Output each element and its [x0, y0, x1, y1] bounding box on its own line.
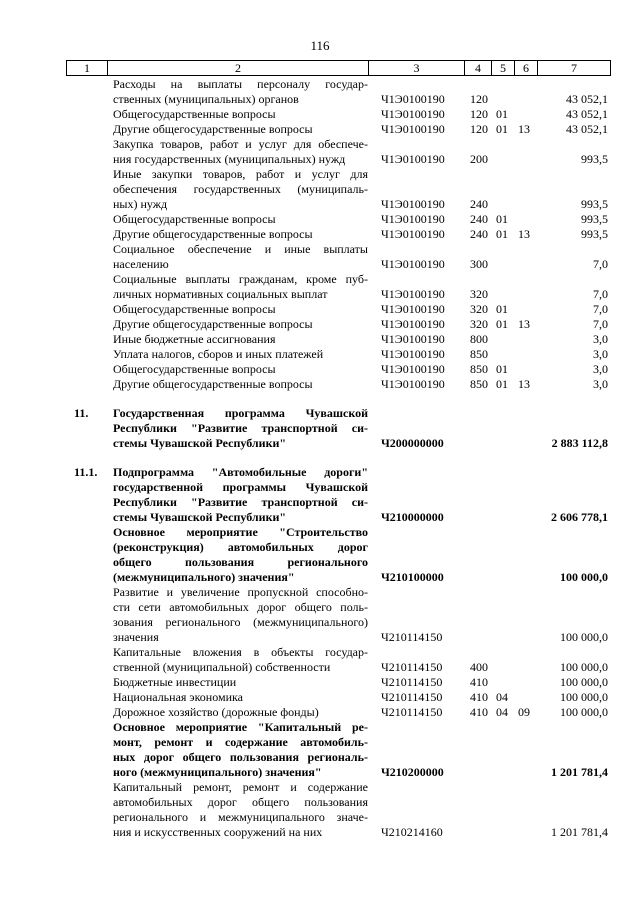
- description-line: общего пользования регионального: [113, 555, 368, 569]
- target-code: Ч1Э0100190: [381, 287, 445, 301]
- description-line: Общегосударственные вопросы: [113, 362, 276, 376]
- subsection-code: 13: [518, 122, 530, 136]
- amount: 7,0: [593, 287, 608, 301]
- table-row: [0, 227, 640, 242]
- target-code: Ч1Э0100190: [381, 122, 445, 136]
- amount: 100 000,0: [560, 570, 608, 584]
- row-description: [113, 107, 368, 122]
- description-line: Бюджетные инвестиции: [113, 675, 237, 689]
- description-line: Дорожное хозяйство (дорожные фонды): [113, 705, 319, 719]
- target-code: Ч210114150: [381, 630, 443, 644]
- row-description: [113, 242, 368, 272]
- row-description: [113, 675, 368, 690]
- amount: 100 000,0: [560, 630, 608, 644]
- description-line: Республики "Развитие транспортной си-: [113, 495, 368, 509]
- row-description: [113, 690, 368, 705]
- subsection-code: 09: [518, 705, 530, 719]
- description-line: Иные бюджетные ассигнования: [113, 332, 276, 346]
- section-code: 01: [496, 122, 508, 136]
- row-description: [113, 720, 368, 780]
- description-line: населению: [113, 257, 169, 271]
- expense-type-code: 800: [470, 332, 488, 346]
- amount: 3,0: [593, 347, 608, 361]
- expense-type-code: 410: [470, 690, 488, 704]
- table-row: [0, 167, 640, 212]
- row-description: [113, 77, 368, 107]
- target-code: Ч210114150: [381, 705, 443, 719]
- header-col-3: 3: [369, 61, 465, 76]
- amount: 3,0: [593, 377, 608, 391]
- row-description: [113, 137, 368, 167]
- description-line: стемы Чувашской Республики": [113, 436, 287, 450]
- row-description: [113, 645, 368, 675]
- description-line: Иные закупки товаров, работ и услуг для: [113, 167, 368, 181]
- description-line: Общегосударственные вопросы: [113, 107, 276, 121]
- header-col-4: 4: [465, 61, 492, 76]
- description-line: (межмуниципального) значения": [113, 570, 295, 584]
- row-spacer: [0, 451, 640, 465]
- expense-type-code: 850: [470, 377, 488, 391]
- table-row: [0, 690, 640, 705]
- row-description: [113, 332, 368, 347]
- description-line: обеспечения государственных (муниципаль-: [113, 182, 368, 196]
- amount: 3,0: [593, 362, 608, 376]
- row-description: [113, 347, 368, 362]
- description-line: Республики "Развитие транспортной си-: [113, 421, 368, 435]
- table-row: [0, 317, 640, 332]
- budget-table-body: [0, 77, 640, 840]
- header-col-7: 7: [538, 61, 611, 76]
- table-row: [0, 362, 640, 377]
- target-code: Ч210000000: [381, 510, 444, 524]
- target-code: Ч1Э0100190: [381, 92, 445, 106]
- page-number: 116: [310, 38, 330, 53]
- amount: 100 000,0: [560, 705, 608, 719]
- amount: 3,0: [593, 332, 608, 346]
- table-row: [0, 77, 640, 107]
- table-row: [0, 122, 640, 137]
- description-line: Капитальный ремонт, ремонт и содержание: [113, 780, 368, 794]
- section-code: 04: [496, 705, 508, 719]
- section-code: 01: [496, 227, 508, 241]
- description-line: ния государственных (муниципальных) нужд: [113, 152, 346, 166]
- row-description: [113, 377, 368, 392]
- description-line: Закупка товаров, работ и услуг для обеспече-: [113, 137, 368, 151]
- row-description: [113, 122, 368, 137]
- table-row: [0, 377, 640, 392]
- table-row: [0, 645, 640, 675]
- description-line: Общегосударственные вопросы: [113, 302, 276, 316]
- row-description: [113, 302, 368, 317]
- section-code: 01: [496, 302, 508, 316]
- row-number: 11.1.: [74, 465, 98, 479]
- target-code: Ч1Э0100190: [381, 257, 445, 271]
- header-col-6: 6: [515, 61, 538, 76]
- description-line: государственной программы Чувашской: [113, 480, 368, 494]
- target-code: Ч210200000: [381, 765, 444, 779]
- description-line: Подпрограмма "Автомобильные дороги": [113, 465, 368, 479]
- amount: 43 052,1: [566, 107, 608, 121]
- amount: 1 201 781,4: [551, 825, 608, 839]
- row-description: [113, 705, 368, 720]
- expense-type-code: 320: [470, 287, 488, 301]
- description-line: ственной (муниципальной) собственности: [113, 660, 331, 674]
- target-code: Ч1Э0100190: [381, 212, 445, 226]
- subsection-code: 13: [518, 317, 530, 331]
- row-description: [113, 465, 368, 525]
- target-code: Ч210100000: [381, 570, 444, 584]
- target-code: Ч1Э0100190: [381, 347, 445, 361]
- expense-type-code: 320: [470, 302, 488, 316]
- amount: 993,5: [581, 227, 608, 241]
- expense-type-code: 320: [470, 317, 488, 331]
- description-line: Социальное обеспечение и иные выплаты: [113, 242, 368, 256]
- target-code: Ч1Э0100190: [381, 152, 445, 166]
- expense-type-code: 120: [470, 92, 488, 106]
- description-line: Другие общегосударственные вопросы: [113, 377, 313, 391]
- row-description: [113, 525, 368, 585]
- target-code: Ч1Э0100190: [381, 362, 445, 376]
- table-row: [0, 585, 640, 645]
- target-code: Ч210114150: [381, 675, 443, 689]
- description-line: ного (межмуниципального) значения": [113, 765, 322, 779]
- row-description: [113, 212, 368, 227]
- expense-type-code: 410: [470, 675, 488, 689]
- description-line: монт, ремонт и содержание автомобиль-: [113, 735, 368, 749]
- target-code: Ч1Э0100190: [381, 197, 445, 211]
- table-row: [0, 347, 640, 362]
- target-code: Ч210114150: [381, 690, 443, 704]
- description-line: Основное мероприятие "Капитальный ре-: [113, 720, 368, 734]
- description-line: Общегосударственные вопросы: [113, 212, 276, 226]
- amount: 100 000,0: [560, 690, 608, 704]
- table-row: [0, 780, 640, 840]
- description-line: личных нормативных социальных выплат: [113, 287, 328, 301]
- amount: 2 606 778,1: [551, 510, 608, 524]
- target-code: Ч1Э0100190: [381, 227, 445, 241]
- amount: 993,5: [581, 152, 608, 166]
- expense-type-code: 410: [470, 705, 488, 719]
- row-description: [113, 227, 368, 242]
- description-line: ния и искусственных сооружений на них: [113, 825, 323, 839]
- row-description: [113, 317, 368, 332]
- target-code: Ч1Э0100190: [381, 332, 445, 346]
- table-header: [66, 60, 611, 76]
- expense-type-code: 120: [470, 107, 488, 121]
- table-row: [0, 406, 640, 451]
- section-code: 01: [496, 377, 508, 391]
- description-line: (реконструкция) автомобильных дорог: [113, 540, 368, 554]
- description-line: сти сети автомобильных дорог общего поль-: [113, 600, 368, 614]
- row-description: [113, 406, 368, 451]
- amount: 100 000,0: [560, 675, 608, 689]
- subsection-code: 13: [518, 227, 530, 241]
- row-spacer: [0, 392, 640, 406]
- subsection-code: 13: [518, 377, 530, 391]
- table-row: [0, 465, 640, 525]
- header-col-5: 5: [492, 61, 515, 76]
- table-row: [0, 720, 640, 780]
- row-description: [113, 780, 368, 840]
- section-code: 01: [496, 107, 508, 121]
- description-line: Государственная программа Чувашской: [113, 406, 368, 420]
- row-description: [113, 585, 368, 645]
- description-line: Другие общегосударственные вопросы: [113, 227, 313, 241]
- table-row: [0, 212, 640, 227]
- section-code: 01: [496, 317, 508, 331]
- table-row: [0, 332, 640, 347]
- amount: 7,0: [593, 317, 608, 331]
- amount: 993,5: [581, 197, 608, 211]
- description-line: Уплата налогов, сборов и иных платежей: [113, 347, 324, 361]
- table-row: [0, 675, 640, 690]
- expense-type-code: 240: [470, 197, 488, 211]
- amount: 7,0: [593, 257, 608, 271]
- table-row: [0, 705, 640, 720]
- table-row: [0, 302, 640, 317]
- amount: 43 052,1: [566, 92, 608, 106]
- expense-type-code: 400: [470, 660, 488, 674]
- description-line: Расходы на выплаты персоналу государ-: [113, 77, 368, 91]
- description-line: Социальные выплаты гражданам, кроме пуб-: [113, 272, 368, 286]
- row-description: [113, 167, 368, 212]
- target-code: Ч1Э0100190: [381, 107, 445, 121]
- description-line: регионального и межмуниципального значе-: [113, 810, 368, 824]
- amount: 43 052,1: [566, 122, 608, 136]
- row-description: [113, 362, 368, 377]
- expense-type-code: 300: [470, 257, 488, 271]
- expense-type-code: 240: [470, 227, 488, 241]
- expense-type-code: 850: [470, 362, 488, 376]
- description-line: автомобильных дорог общего пользования: [113, 795, 368, 809]
- table-row: [0, 272, 640, 302]
- target-code: Ч1Э0100190: [381, 302, 445, 316]
- description-line: ных) нужд: [113, 197, 168, 211]
- table-row: [0, 525, 640, 585]
- header-col-1: 1: [67, 61, 108, 76]
- amount: 2 883 112,8: [551, 436, 608, 450]
- expense-type-code: 120: [470, 122, 488, 136]
- target-code: Ч210114150: [381, 660, 443, 674]
- amount: 1 201 781,4: [551, 765, 608, 779]
- description-line: Развитие и увеличение пропускной способно-: [113, 585, 368, 599]
- description-line: ственных (муниципальных) органов: [113, 92, 299, 106]
- row-number: 11.: [74, 406, 89, 420]
- section-code: 01: [496, 362, 508, 376]
- expense-type-code: 240: [470, 212, 488, 226]
- expense-type-code: 850: [470, 347, 488, 361]
- target-code: Ч1Э0100190: [381, 317, 445, 331]
- description-line: Капитальные вложения в объекты государ-: [113, 645, 368, 659]
- row-description: [113, 272, 368, 302]
- table-row: [0, 107, 640, 122]
- header-col-2: 2: [108, 61, 369, 76]
- description-line: стемы Чувашской Республики": [113, 510, 287, 524]
- expense-type-code: 200: [470, 152, 488, 166]
- description-line: Другие общегосударственные вопросы: [113, 122, 313, 136]
- amount: 100 000,0: [560, 660, 608, 674]
- section-code: 01: [496, 212, 508, 226]
- table-row: [0, 137, 640, 167]
- table-row: [0, 242, 640, 272]
- amount: 993,5: [581, 212, 608, 226]
- target-code: Ч210214160: [381, 825, 443, 839]
- description-line: ных дорог общего пользования региональ-: [113, 750, 368, 764]
- description-line: зования регионального (межмуниципального): [113, 615, 368, 629]
- description-line: Другие общегосударственные вопросы: [113, 317, 313, 331]
- target-code: Ч200000000: [381, 436, 444, 450]
- target-code: Ч1Э0100190: [381, 377, 445, 391]
- description-line: значения: [113, 630, 159, 644]
- section-code: 04: [496, 690, 508, 704]
- description-line: Национальная экономика: [113, 690, 243, 704]
- description-line: Основное мероприятие "Строительство: [113, 525, 368, 539]
- amount: 7,0: [593, 302, 608, 316]
